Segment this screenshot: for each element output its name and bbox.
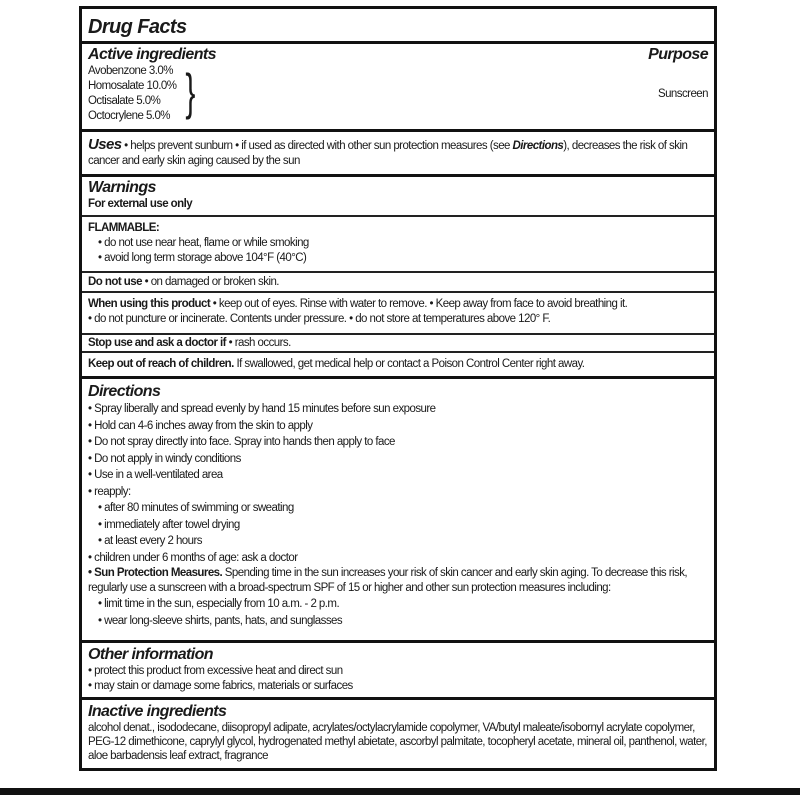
- other-info-heading: Other information: [88, 646, 213, 663]
- uses-section: [82, 132, 714, 177]
- inactive-heading: Inactive ingredients: [88, 703, 227, 720]
- ingredient: Octocrylene 5.0%: [88, 110, 170, 122]
- stop-use-text: • rash occurs.: [225, 337, 291, 349]
- stop-use-section: [82, 335, 714, 353]
- uses-heading: Uses: [88, 136, 122, 153]
- keep-out-section: [82, 353, 714, 379]
- keep-out-label: Keep out of reach of children.: [88, 358, 234, 370]
- ingredient: Avobenzone 3.0%: [88, 65, 173, 77]
- list-item: • immediately after towel drying: [98, 518, 240, 531]
- list-item: • may stain or damage some fabrics, materials or surfaces: [88, 680, 353, 692]
- active-ingredients-section: [82, 44, 714, 132]
- keep-out-text: If swallowed, get medical help or contact a Poison Control Center right away.: [233, 358, 585, 370]
- uses-text: • helps prevent sunburn • if used as directed with other sun protection measures (see: [124, 140, 513, 152]
- warnings-section: [82, 177, 714, 217]
- inactive-text: alcohol denat., isododecane, diisopropyl adipate, acrylates/octylacrylamide copolymer, VA/butyl maleate/isobornyl acrylate copolymer, PEG-12 dimethicone, caprylyl glycol, hydrogenated methyl abietate, ascorbyl palmitate, tocopheryl acetate, mineral oil, panthenol, water, aloe barbadensis leaf extract, fragrance: [88, 722, 707, 762]
- list-item: • limit time in the sun, especially from 10 a.m. - 2 p.m.: [98, 598, 340, 610]
- list-item: • protect this product from excessive heat and direct sun: [88, 665, 343, 677]
- list-item: • wear long-sleeve shirts, pants, hats, and sunglasses: [98, 614, 343, 627]
- spm-text: Spending time in the sun increases your risk of skin cancer and early skin aging. To decrease this risk, regularly use a sunscreen with a broad-spectrum SPF of 15 or higher and other sun protection measures including:: [88, 567, 688, 594]
- drug-facts-label: [79, 6, 717, 771]
- do-not-use-text: • on damaged or broken skin.: [141, 276, 279, 288]
- directions-section: [82, 379, 714, 643]
- list-item: • Do not apply in windy conditions: [88, 452, 241, 465]
- external-use: For external use only: [88, 198, 193, 210]
- uses-text-2: ), decreases the risk of skin cancer and early skin aging caused by the sun: [88, 140, 688, 167]
- when-using-text: • keep out of eyes. Rinse with water to remove. • Keep away from face to avoid breathing it.: [210, 298, 628, 310]
- list-item: • Hold can 4-6 inches away from the skin to apply: [88, 419, 313, 432]
- list-item: • reapply:: [88, 485, 131, 498]
- flammable-label: FLAMMABLE:: [88, 222, 160, 234]
- list-item: • Spray liberally and spread evenly by hand 15 minutes before sun exposure: [88, 403, 436, 415]
- list-item: • do not use near heat, flame or while smoking: [98, 237, 309, 249]
- when-using-label: When using this product: [88, 298, 211, 310]
- when-using-text-2: • do not puncture or incinerate. Contents under pressure. • do not store at temperatures above 120° F.: [88, 313, 551, 325]
- spm-label: • Sun Protection Measures.: [88, 567, 223, 579]
- do-not-use-label: Do not use: [88, 276, 142, 288]
- ingredient: Octisalate 5.0%: [88, 95, 161, 107]
- inactive-ingredients-section: [82, 700, 714, 770]
- title-section: [82, 9, 714, 44]
- list-item: • Do not spray directly into face. Spray into hands then apply to face: [88, 436, 395, 448]
- ingredient: Homosalate 10.0%: [88, 80, 177, 92]
- active-ingredients-heading: Active ingredients: [88, 46, 216, 63]
- page-title: Drug Facts: [88, 16, 187, 38]
- directions-heading: Directions: [88, 383, 161, 400]
- list-item: • avoid long term storage above 104°F (40°C): [98, 252, 307, 264]
- brace-icon: }: [185, 64, 196, 120]
- directions-ref: Directions: [512, 140, 564, 152]
- list-item: • Use in a well-ventilated area: [88, 469, 223, 481]
- warnings-heading: Warnings: [88, 179, 156, 196]
- list-item: • after 80 minutes of swimming or sweating: [98, 502, 294, 514]
- other-information-section: [82, 643, 714, 700]
- do-not-use-section: [82, 273, 714, 293]
- list-item: • children under 6 months of age: ask a doctor: [88, 551, 298, 564]
- list-item: • at least every 2 hours: [98, 535, 202, 547]
- when-using-section: [82, 293, 714, 335]
- bottom-border-bar: [0, 788, 800, 795]
- purpose-heading: Purpose: [648, 46, 708, 63]
- stop-use-label: Stop use and ask a doctor if: [88, 337, 226, 349]
- purpose-value: Sunscreen: [657, 87, 708, 100]
- flammable-section: [82, 217, 714, 273]
